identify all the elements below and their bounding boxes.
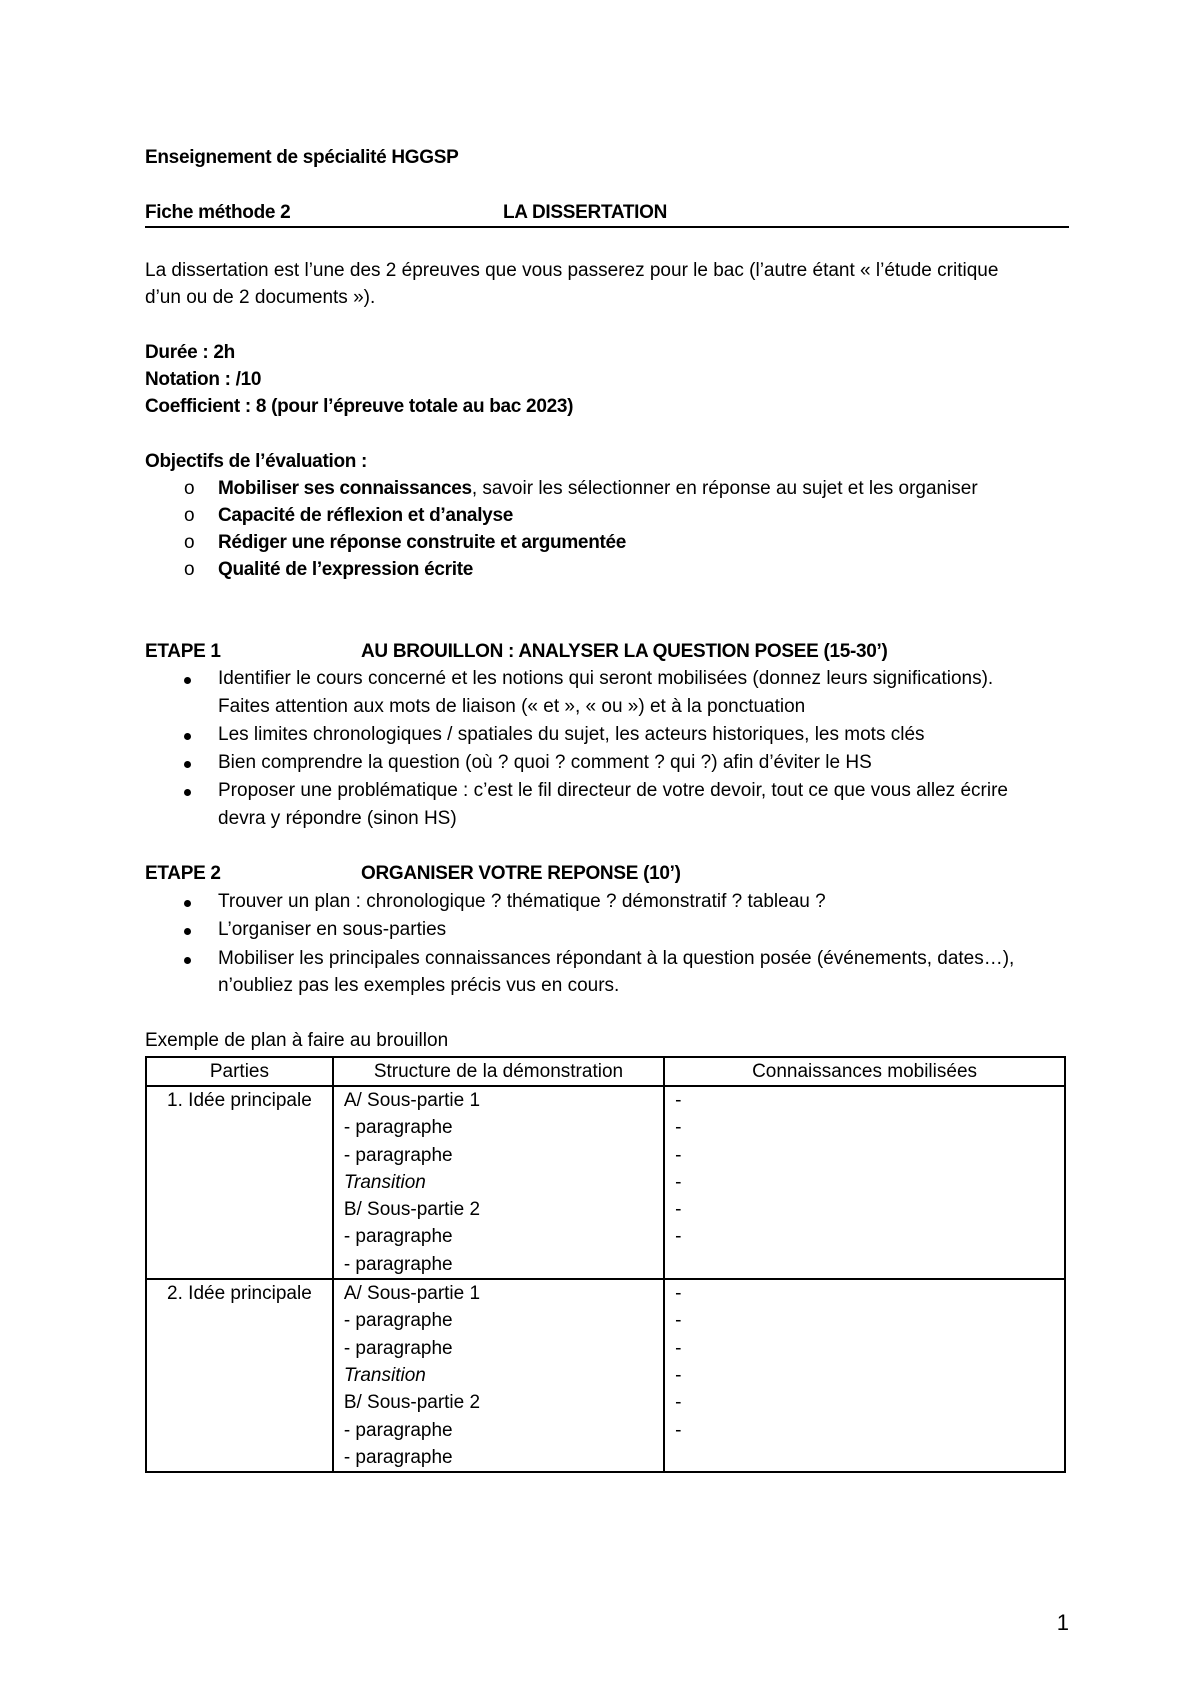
connaissance-line: - bbox=[675, 1199, 682, 1221]
etape1-item-cont: Faites attention aux mots de liaison (« et », « ou ») et à la ponctuation bbox=[218, 696, 806, 717]
etape2-item: L’organiser en sous-parties bbox=[218, 919, 447, 940]
intro-line-2: d’un ou de 2 documents »). bbox=[145, 287, 376, 308]
bullet-icon bbox=[184, 945, 191, 972]
structure-cell bbox=[333, 1086, 664, 1279]
structure-line: B/ Sous-partie 2 bbox=[343, 1392, 481, 1414]
connaissance-line: - bbox=[675, 1310, 682, 1332]
etape2-label: ETAPE 2 bbox=[145, 863, 221, 884]
bullet-icon bbox=[184, 749, 191, 776]
sheet-label: Fiche méthode 2 bbox=[145, 202, 291, 223]
etape1-item: Les limites chronologiques / spatiales du sujet, les acteurs historiques, les mots clés bbox=[218, 724, 925, 745]
connaissances-cell bbox=[664, 1086, 1065, 1279]
etape1-item-cont: devra y répondre (sinon HS) bbox=[218, 808, 457, 829]
structure-line: - paragraphe bbox=[343, 1419, 453, 1441]
etape2-item: Trouver un plan : chronologique ? thématique ? démonstratif ? tableau ? bbox=[218, 891, 826, 912]
structure-line: B/ Sous-partie 2 bbox=[343, 1199, 481, 1221]
structure-transition: Transition bbox=[343, 1171, 426, 1193]
objectives-title: Objectifs de l’évaluation : bbox=[145, 451, 368, 472]
connaissance-line: - bbox=[675, 1090, 682, 1111]
connaissance-line: - bbox=[675, 1117, 682, 1139]
table-row bbox=[146, 1279, 1065, 1472]
connaissance-line: - bbox=[675, 1392, 682, 1414]
sheet-title: LA DISSERTATION bbox=[503, 202, 668, 223]
connaissances-cell bbox=[664, 1279, 1065, 1472]
table-caption: Exemple de plan à faire au brouillon bbox=[145, 1030, 449, 1051]
structure-line: A/ Sous-partie 1 bbox=[343, 1283, 481, 1305]
duree-line: Durée : 2h bbox=[145, 342, 235, 363]
table-row bbox=[146, 1086, 1065, 1279]
structure-transition: Transition bbox=[343, 1364, 426, 1386]
plan-table bbox=[145, 1056, 1066, 1473]
bullet-icon bbox=[184, 721, 191, 748]
structure-line: - paragraphe bbox=[343, 1253, 453, 1275]
bullet-icon bbox=[184, 665, 191, 692]
connaissance-line: - bbox=[675, 1337, 682, 1359]
connaissance-line: - bbox=[675, 1144, 682, 1166]
structure-cell bbox=[333, 1279, 664, 1472]
table-header-row bbox=[146, 1057, 1065, 1086]
connaissance-line: - bbox=[675, 1419, 682, 1441]
etape2-title: ORGANISER VOTRE REPONSE (10’) bbox=[361, 863, 681, 884]
objective-item: Qualité de l’expression écrite bbox=[218, 559, 473, 580]
objective-item: Capacité de réflexion et d’analyse bbox=[218, 505, 513, 526]
intro-line-1: La dissertation est l’une des 2 épreuves que vous passerez pour le bac (l’autre étant « l’étude critique bbox=[145, 260, 999, 281]
etape2-item: Mobiliser les principales connaissances répondant à la question posée (événements, dates…), bbox=[218, 948, 1015, 969]
partie-label: 2. Idée principale bbox=[167, 1283, 312, 1305]
etape1-item: Bien comprendre la question (où ? quoi ? comment ? qui ?) afin d’éviter le HS bbox=[218, 752, 872, 773]
list-bullet-o: o bbox=[184, 532, 195, 553]
notation-line: Notation : /10 bbox=[145, 369, 262, 390]
etape1-label: ETAPE 1 bbox=[145, 641, 221, 662]
objective-item: Rédiger une réponse construite et argumentée bbox=[218, 532, 627, 553]
bullet-icon bbox=[184, 777, 191, 804]
course-title: Enseignement de spécialité HGGSP bbox=[145, 147, 459, 168]
partie-cell bbox=[146, 1279, 333, 1472]
structure-line: A/ Sous-partie 1 bbox=[343, 1090, 481, 1111]
header-rule bbox=[145, 226, 1069, 228]
etape1-title: AU BROUILLON : ANALYSER LA QUESTION POSEE (15-30’) bbox=[361, 641, 888, 662]
objective-item bbox=[218, 475, 978, 502]
column-header-parties: Parties bbox=[146, 1057, 333, 1086]
connaissance-line: - bbox=[675, 1364, 682, 1386]
bullet-icon bbox=[184, 888, 191, 915]
structure-line: - paragraphe bbox=[343, 1337, 453, 1359]
structure-line: - paragraphe bbox=[343, 1226, 453, 1248]
bullet-icon bbox=[184, 916, 191, 943]
partie-label: 1. Idée principale bbox=[167, 1090, 312, 1111]
column-header-connaissances: Connaissances mobilisées bbox=[664, 1057, 1065, 1086]
list-bullet-o: o bbox=[184, 505, 195, 526]
structure-line: - paragraphe bbox=[343, 1446, 453, 1468]
etape1-item: Proposer une problématique : c’est le fil directeur de votre devoir, tout ce que vous allez écrire bbox=[218, 780, 1008, 801]
structure-line: - paragraphe bbox=[343, 1144, 453, 1166]
connaissance-line: - bbox=[675, 1171, 682, 1193]
page-number: 1 bbox=[1056, 1610, 1069, 1635]
list-bullet-o: o bbox=[184, 559, 195, 580]
coefficient-line: Coefficient : 8 (pour l’épreuve totale au bac 2023) bbox=[145, 396, 574, 417]
structure-line: - paragraphe bbox=[343, 1117, 453, 1139]
etape1-item: Identifier le cours concerné et les notions qui seront mobilisées (donnez leurs significations). bbox=[218, 668, 994, 689]
partie-cell bbox=[146, 1086, 333, 1279]
connaissance-line: - bbox=[675, 1226, 682, 1248]
objective-rest: , savoir les sélectionner en réponse au sujet et les organiser bbox=[471, 478, 978, 499]
connaissance-line: - bbox=[675, 1283, 682, 1305]
list-bullet-o: o bbox=[184, 478, 195, 499]
column-header-structure: Structure de la démonstration bbox=[333, 1057, 664, 1086]
etape2-item-cont: n’oubliez pas les exemples précis vus en cours. bbox=[218, 975, 620, 996]
objective-bold: Mobiliser ses connaissances bbox=[218, 478, 472, 499]
structure-line: - paragraphe bbox=[343, 1310, 453, 1332]
